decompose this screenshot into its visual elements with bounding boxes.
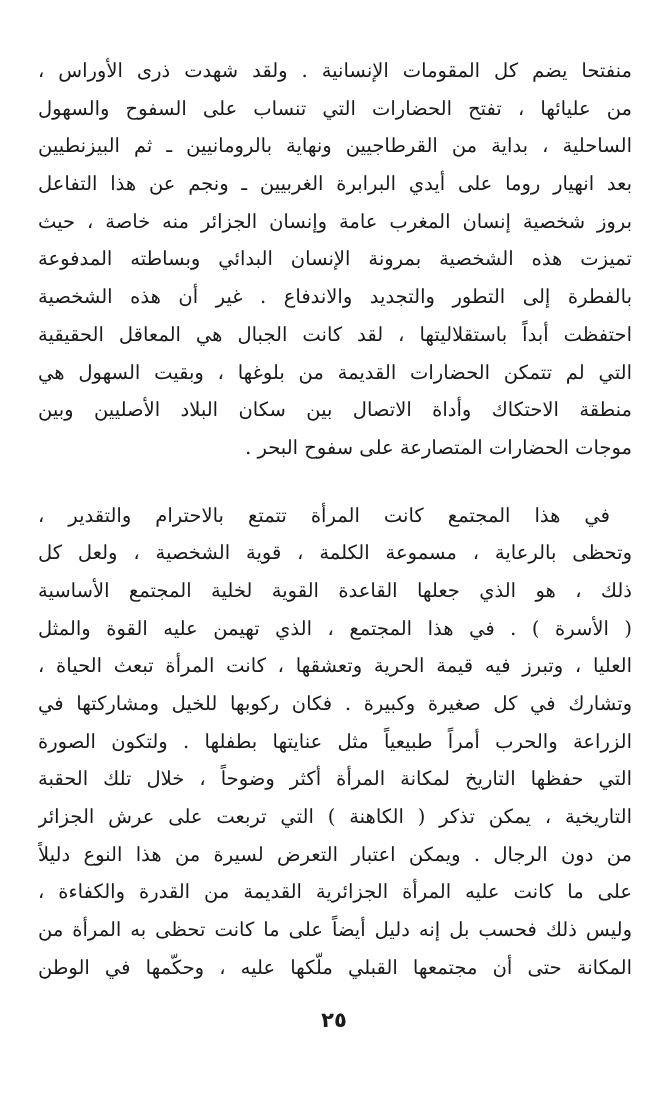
- text-line: في هذا المجتمع كانت المرأة تتمتع بالاحترام والتقدير ،: [38, 503, 610, 527]
- text-line: التاريخية ، يمكن تذكر ( الكاهنة ) التي تربعت على عرش الجزائر: [38, 805, 632, 829]
- text-line: من عليائها ، تفتح الحضارات التي تنساب على السفوح والسهول: [38, 96, 632, 120]
- text-line: منطقة الاحتكاك وأداة الاتصال بين سكان البلاد الأصليين وبين: [38, 398, 632, 422]
- text-line: المكانة حتى أن مجتمعها القبلي ملّكها عليه ، وحكّمها في الوطن: [38, 955, 632, 979]
- text-line: وليس ذلك فحسب بل إنه دليل أيضاً على ما كانت تحظى به المرأة من: [38, 918, 632, 942]
- text-line: الزراعة والحرب أمراً طبيعياً مثل عنايتها بطفلها . ولتكون الصورة: [38, 729, 632, 753]
- text-line: التي حفظها التاريخ لمكانة المرأة أكثر وضوحاً ، خلال تلك الحقبة: [38, 767, 632, 791]
- document-page: [38, 52, 632, 987]
- text-line: منفتحا يضم كل المقومات الإنسانية . ولقد شهدت ذرى الأوراس ،: [38, 59, 632, 82]
- text-line: بالفطرة إلى التطور والتجديد والاندفاع . غير أن هذه الشخصية: [38, 285, 632, 309]
- text-line: الساحلية ، بداية من القرطاجيين ونهاية بالرومانيين ـ ثم البيزنطيين: [38, 134, 632, 158]
- text-line: ( الأسرة ) . في هذا المجتمع ، الذي تهيمن عليه القوة والمثل: [38, 616, 632, 640]
- text-line: احتفظت أبداً باستقلاليتها ، لقد كانت الجبال هي المعاقل الحقيقية: [38, 322, 632, 346]
- text-line: بروز شخصية إنسان المغرب عامة وإنسان الجزائر منه خاصة ، حيث: [38, 209, 632, 233]
- text-line: العليا ، وتبرز فيه قيمة الحرية وتعشقها ، كانت المرأة تبعث الحياة ،: [38, 654, 632, 678]
- paragraph-1: [38, 52, 632, 467]
- page-number: ٢٥: [321, 1008, 347, 1032]
- text-line: بعد انهيار روما على أيدي البرابرة الغربيين ـ ونجم عن هذا التفاعل: [38, 172, 632, 196]
- text-line: ذلك ، هو الذي جعلها القاعدة القوية لخلية المجتمع الأساسية: [38, 578, 632, 602]
- text-line: من دون الرجال . ويمكن اعتبار التعرض لسيرة من هذا النوع دليلاً: [38, 842, 632, 866]
- text-line: وتحظى بالرعاية ، مسموعة الكلمة ، قوية الشخصية ، ولعل كل: [38, 541, 632, 565]
- text-line: وتشارك في كل صغيرة وكبيرة . فكان ركوبها للخيل ومشاركتها في: [38, 692, 632, 715]
- paragraph-2: [38, 497, 632, 987]
- text-line: التي لم تتمكن الحضارات القديمة من بلوغها ، وبقيت السهول هي: [38, 360, 632, 384]
- text-line: موجات الحضارات المتصارعة على سفوح البحر .: [245, 435, 632, 459]
- text-line: تميزت هذه الشخصية بمرونة الإنسان البدائي وبساطته المدفوعة: [38, 247, 632, 271]
- text-line: على ما كانت عليه المرأة الجزائرية القديمة من القدرة والكفاءة ،: [38, 880, 632, 904]
